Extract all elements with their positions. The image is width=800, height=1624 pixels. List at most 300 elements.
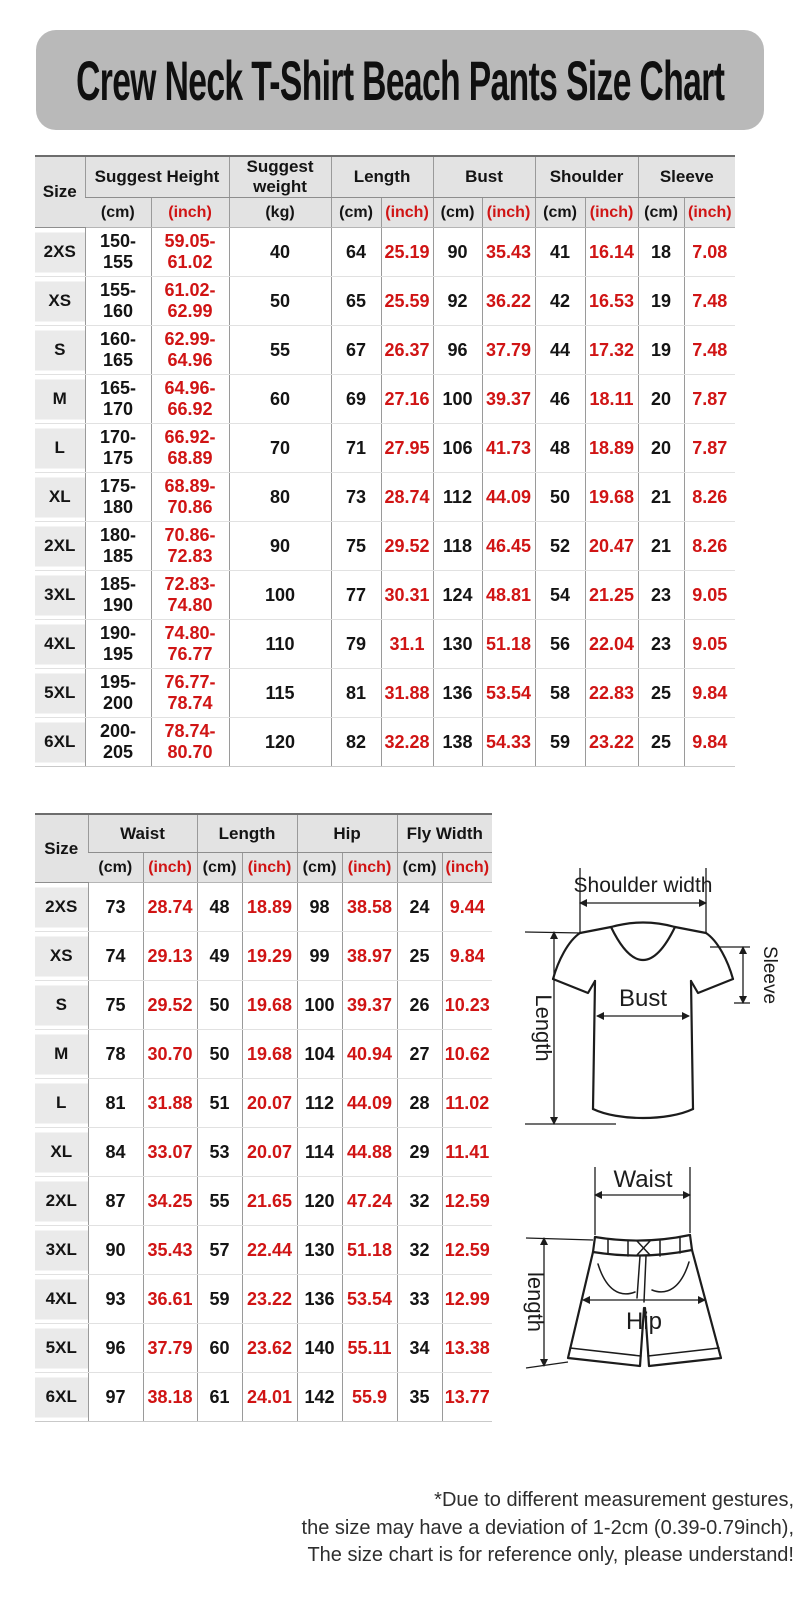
value-cell: 12.59 [442,1226,492,1275]
value-cell: 18.89 [242,883,297,932]
unit-header: (cm) [88,853,143,883]
sleeve-label: Sleeve [759,945,780,1005]
value-cell: 40 [229,228,331,277]
value-cell: 40.94 [342,1030,397,1079]
size-cell: 2XS [35,883,88,932]
value-cell: 37.79 [143,1324,197,1373]
value-cell: 195-200 [85,669,151,718]
group-header: Suggest Height [85,156,229,198]
value-cell: 155-160 [85,277,151,326]
value-cell: 53.54 [482,669,535,718]
value-cell: 59.05-61.02 [151,228,229,277]
unit-header: (inch) [585,198,638,228]
value-cell: 100 [229,571,331,620]
page-title: Crew Neck T-Shirt Beach Pants Size Chart [75,48,725,112]
value-cell: 18 [638,228,684,277]
value-cell: 104 [297,1030,342,1079]
value-cell: 150-155 [85,228,151,277]
group-header: Hip [297,814,397,853]
group-header: Shoulder [535,156,638,198]
table-row [35,1275,492,1324]
size-cell: 2XL [35,1177,88,1226]
title-bar [36,30,764,130]
unit-header: (cm) [331,198,381,228]
value-cell: 81 [88,1079,143,1128]
value-cell: 31.88 [143,1079,197,1128]
value-cell: 62.99-64.96 [151,326,229,375]
size-cell: S [35,326,85,375]
value-cell: 53 [197,1128,242,1177]
value-cell: 55.9 [342,1373,397,1422]
footnote [302,1487,794,1570]
header-unit-row [35,198,735,228]
unit-header: (inch) [442,853,492,883]
value-cell: 9.05 [684,620,735,669]
table-row [35,620,735,669]
group-header: Fly Width [397,814,492,853]
value-cell: 19 [638,277,684,326]
table-row [35,932,492,981]
value-cell: 96 [433,326,482,375]
value-cell: 44.09 [482,473,535,522]
value-cell: 185-190 [85,571,151,620]
table-row [35,1324,492,1373]
shoulder-width-label: Shoulder width [573,874,713,897]
size-cell: M [35,1030,88,1079]
value-cell: 28 [397,1079,442,1128]
value-cell: 22.04 [585,620,638,669]
sleeve-measure [710,946,780,1004]
value-cell: 48 [535,424,585,473]
value-cell: 23.22 [242,1275,297,1324]
value-cell: 50 [197,981,242,1030]
value-cell: 52 [535,522,585,571]
table-row [35,1226,492,1275]
value-cell: 13.77 [442,1373,492,1422]
value-cell: 73 [88,883,143,932]
value-cell: 22.44 [242,1226,297,1275]
table-row [35,1177,492,1226]
value-cell: 29.52 [381,522,433,571]
value-cell: 82 [331,718,381,767]
waist-label: Waist [613,1166,673,1193]
length-measure [525,932,616,1124]
table-row [35,277,735,326]
value-cell: 11.41 [442,1128,492,1177]
unit-header: (cm) [397,853,442,883]
value-cell: 138 [433,718,482,767]
value-cell: 78 [88,1030,143,1079]
value-cell: 160-165 [85,326,151,375]
value-cell: 7.87 [684,424,735,473]
unit-header: (cm) [433,198,482,228]
value-cell: 37.79 [482,326,535,375]
size-cell: 5XL [35,669,85,718]
group-header: Length [197,814,297,853]
value-cell: 26.37 [381,326,433,375]
table-row [35,473,735,522]
value-cell: 38.58 [342,883,397,932]
value-cell: 9.84 [442,932,492,981]
value-cell: 23.22 [585,718,638,767]
value-cell: 71 [331,424,381,473]
value-cell: 7.48 [684,326,735,375]
shirt-length-label: Length [531,994,556,1062]
value-cell: 25.59 [381,277,433,326]
value-cell: 29.52 [143,981,197,1030]
value-cell: 97 [88,1373,143,1422]
shorts-length-label: length [523,1272,548,1332]
value-cell: 16.53 [585,277,638,326]
value-cell: 44 [535,326,585,375]
value-cell: 19 [638,326,684,375]
value-cell: 18.89 [585,424,638,473]
value-cell: 130 [297,1226,342,1275]
value-cell: 39.37 [342,981,397,1030]
value-cell: 76.77-78.74 [151,669,229,718]
value-cell: 23.62 [242,1324,297,1373]
value-cell: 41.73 [482,424,535,473]
value-cell: 87 [88,1177,143,1226]
value-cell: 106 [433,424,482,473]
table-row [35,228,735,277]
value-cell: 11.02 [442,1079,492,1128]
value-cell: 25.19 [381,228,433,277]
value-cell: 175-180 [85,473,151,522]
value-cell: 67 [331,326,381,375]
value-cell: 57 [197,1226,242,1275]
size-column-header: Size [35,156,85,228]
value-cell: 30.31 [381,571,433,620]
value-cell: 51 [197,1079,242,1128]
value-cell: 90 [229,522,331,571]
value-cell: 92 [433,277,482,326]
value-cell: 110 [229,620,331,669]
value-cell: 20.07 [242,1128,297,1177]
value-cell: 51.18 [482,620,535,669]
value-cell: 50 [535,473,585,522]
size-cell: 3XL [35,1226,88,1275]
value-cell: 24.01 [242,1373,297,1422]
value-cell: 54 [535,571,585,620]
value-cell: 9.05 [684,571,735,620]
value-cell: 28.74 [143,883,197,932]
value-cell: 142 [297,1373,342,1422]
value-cell: 23 [638,620,684,669]
value-cell: 34.25 [143,1177,197,1226]
value-cell: 140 [297,1324,342,1373]
value-cell: 19.68 [242,1030,297,1079]
value-cell: 75 [88,981,143,1030]
value-cell: 96 [88,1324,143,1373]
value-cell: 48 [197,883,242,932]
value-cell: 18.11 [585,375,638,424]
value-cell: 9.84 [684,669,735,718]
value-cell: 32 [397,1226,442,1275]
table-row [35,571,735,620]
value-cell: 20.47 [585,522,638,571]
value-cell: 42 [535,277,585,326]
value-cell: 27 [397,1030,442,1079]
value-cell: 22.83 [585,669,638,718]
value-cell: 48.81 [482,571,535,620]
group-header: Length [331,156,433,198]
value-cell: 7.48 [684,277,735,326]
value-cell: 136 [297,1275,342,1324]
header-unit-row [35,853,492,883]
value-cell: 112 [433,473,482,522]
value-cell: 55 [197,1177,242,1226]
value-cell: 19.29 [242,932,297,981]
value-cell: 13.38 [442,1324,492,1373]
value-cell: 19.68 [242,981,297,1030]
value-cell: 10.23 [442,981,492,1030]
header-group-row [35,156,735,198]
value-cell: 114 [297,1128,342,1177]
value-cell: 100 [297,981,342,1030]
value-cell: 66.92-68.89 [151,424,229,473]
value-cell: 79 [331,620,381,669]
value-cell: 50 [197,1030,242,1079]
value-cell: 12.99 [442,1275,492,1324]
unit-header: (inch) [342,853,397,883]
table-row [35,1128,492,1177]
value-cell: 8.26 [684,522,735,571]
value-cell: 180-185 [85,522,151,571]
value-cell: 99 [297,932,342,981]
unit-header: (cm) [638,198,684,228]
bust-label: Bust [618,985,668,1012]
value-cell: 21 [638,522,684,571]
value-cell: 77 [331,571,381,620]
value-cell: 33.07 [143,1128,197,1177]
value-cell: 61.02-62.99 [151,277,229,326]
size-cell: 6XL [35,718,85,767]
value-cell: 32.28 [381,718,433,767]
value-cell: 20 [638,424,684,473]
value-cell: 56 [535,620,585,669]
hip-label: Hip [625,1308,663,1335]
value-cell: 64.96-66.92 [151,375,229,424]
value-cell: 124 [433,571,482,620]
value-cell: 35 [397,1373,442,1422]
unit-header: (inch) [381,198,433,228]
value-cell: 98 [297,883,342,932]
value-cell: 20.07 [242,1079,297,1128]
value-cell: 8.26 [684,473,735,522]
value-cell: 23 [638,571,684,620]
shirt-size-table [35,155,735,767]
size-cell: M [35,375,85,424]
table-row [35,981,492,1030]
waist-measure [595,1166,690,1235]
value-cell: 10.62 [442,1030,492,1079]
group-header: Bust [433,156,535,198]
value-cell: 130 [433,620,482,669]
value-cell: 27.16 [381,375,433,424]
unit-header: (inch) [482,198,535,228]
value-cell: 55 [229,326,331,375]
value-cell: 170-175 [85,424,151,473]
size-cell: XL [35,473,85,522]
size-cell: S [35,981,88,1030]
group-header: Suggest weight [229,156,331,198]
value-cell: 61 [197,1373,242,1422]
table-row [35,718,735,767]
value-cell: 26 [397,981,442,1030]
value-cell: 7.87 [684,375,735,424]
unit-header: (inch) [242,853,297,883]
value-cell: 27.95 [381,424,433,473]
value-cell: 78.74-80.70 [151,718,229,767]
value-cell: 34 [397,1324,442,1373]
table-row [35,883,492,932]
value-cell: 190-195 [85,620,151,669]
value-cell: 41 [535,228,585,277]
value-cell: 51.18 [342,1226,397,1275]
value-cell: 59 [197,1275,242,1324]
value-cell: 68.89-70.86 [151,473,229,522]
value-cell: 84 [88,1128,143,1177]
value-cell: 19.68 [585,473,638,522]
size-cell: XL [35,1128,88,1177]
value-cell: 90 [88,1226,143,1275]
value-cell: 24 [397,883,442,932]
footnote-line-3: The size chart is for reference only, please understand! [307,1544,794,1566]
value-cell: 47.24 [342,1177,397,1226]
size-cell: 2XL [35,522,85,571]
size-cell: L [35,1079,88,1128]
value-cell: 33 [397,1275,442,1324]
size-cell: 4XL [35,620,85,669]
value-cell: 60 [229,375,331,424]
value-cell: 64 [331,228,381,277]
tshirt-drawing [553,923,733,1119]
value-cell: 29 [397,1128,442,1177]
size-cell: XS [35,277,85,326]
value-cell: 93 [88,1275,143,1324]
value-cell: 50 [229,277,331,326]
value-cell: 115 [229,669,331,718]
value-cell: 118 [433,522,482,571]
value-cell: 9.84 [684,718,735,767]
value-cell: 81 [331,669,381,718]
value-cell: 21 [638,473,684,522]
value-cell: 31.1 [381,620,433,669]
value-cell: 54.33 [482,718,535,767]
unit-header: (inch) [151,198,229,228]
bust-measure [597,985,689,1016]
table-row [35,1373,492,1422]
hip-measure [583,1300,705,1335]
value-cell: 100 [433,375,482,424]
size-cell: 3XL [35,571,85,620]
tshirt-diagram [498,843,798,1143]
unit-header: (inch) [143,853,197,883]
value-cell: 59 [535,718,585,767]
value-cell: 44.09 [342,1079,397,1128]
value-cell: 36.61 [143,1275,197,1324]
value-cell: 7.08 [684,228,735,277]
footnote-line-2: the size may have a deviation of 1-2cm (0.39-0.79inch), [301,1516,794,1539]
group-header: Sleeve [638,156,735,198]
value-cell: 74 [88,932,143,981]
value-cell: 29.13 [143,932,197,981]
value-cell: 16.14 [585,228,638,277]
value-cell: 58 [535,669,585,718]
size-cell: 2XS [35,228,85,277]
value-cell: 112 [297,1079,342,1128]
value-cell: 65 [331,277,381,326]
value-cell: 17.32 [585,326,638,375]
footnote-line-1: *Due to different measurement gestures, [434,1489,794,1511]
value-cell: 32 [397,1177,442,1226]
value-cell: 31.88 [381,669,433,718]
table-row [35,1079,492,1128]
value-cell: 120 [229,718,331,767]
value-cell: 120 [297,1177,342,1226]
size-cell: L [35,424,85,473]
table-row [35,669,735,718]
value-cell: 70 [229,424,331,473]
value-cell: 12.59 [442,1177,492,1226]
value-cell: 55.11 [342,1324,397,1373]
table-row [35,375,735,424]
size-cell: 6XL [35,1373,88,1422]
value-cell: 25 [397,932,442,981]
value-cell: 21.25 [585,571,638,620]
header-group-row [35,814,492,853]
value-cell: 90 [433,228,482,277]
value-cell: 20 [638,375,684,424]
value-cell: 72.83-74.80 [151,571,229,620]
unit-header: (kg) [229,198,331,228]
value-cell: 25 [638,718,684,767]
size-cell: 5XL [35,1324,88,1373]
value-cell: 60 [197,1324,242,1373]
table-row [35,424,735,473]
group-header: Waist [88,814,197,853]
table-row [35,522,735,571]
size-cell: 4XL [35,1275,88,1324]
unit-header: (inch) [684,198,735,228]
size-column-header: Size [35,814,88,883]
value-cell: 46 [535,375,585,424]
value-cell: 28.74 [381,473,433,522]
value-cell: 25 [638,669,684,718]
unit-header: (cm) [535,198,585,228]
pants-size-table [35,813,492,1422]
value-cell: 35.43 [143,1226,197,1275]
value-cell: 38.97 [342,932,397,981]
value-cell: 69 [331,375,381,424]
value-cell: 200-205 [85,718,151,767]
value-cell: 39.37 [482,375,535,424]
value-cell: 35.43 [482,228,535,277]
value-cell: 75 [331,522,381,571]
value-cell: 49 [197,932,242,981]
value-cell: 9.44 [442,883,492,932]
value-cell: 44.88 [342,1128,397,1177]
unit-header: (cm) [197,853,242,883]
value-cell: 73 [331,473,381,522]
value-cell: 80 [229,473,331,522]
unit-header: (cm) [297,853,342,883]
shorts-diagram [498,1146,798,1394]
value-cell: 46.45 [482,522,535,571]
value-cell: 38.18 [143,1373,197,1422]
value-cell: 36.22 [482,277,535,326]
